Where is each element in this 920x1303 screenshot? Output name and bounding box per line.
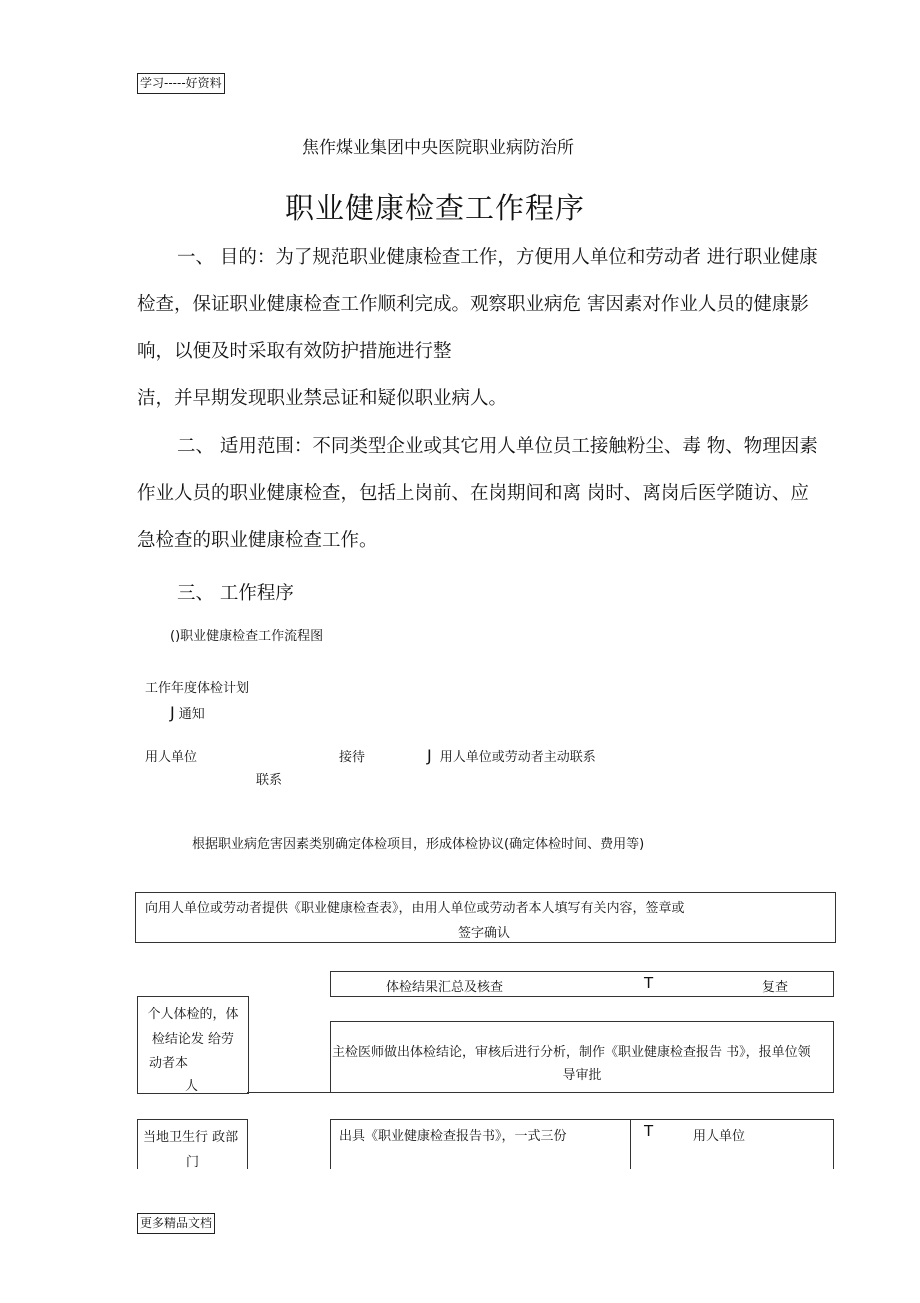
contact-text: 联系 xyxy=(256,773,283,788)
purpose-line-4: 洁，并早期发现职业禁忌证和疑似职业病人。 xyxy=(137,388,508,409)
health-dept-left-border xyxy=(137,1119,138,1169)
summary-box xyxy=(330,971,834,997)
individual-result-line-2: 检结论发 给劳 xyxy=(151,1032,235,1047)
chief-doctor-line-1: 主检医师做出体检结论，审核后进行分析，制作《职业健康检查报告 书》，报单位领 xyxy=(332,1045,811,1060)
scope-line-3: 急检查的职业健康检查工作。 xyxy=(137,530,378,551)
issue-report-right-border xyxy=(833,1119,834,1169)
issue-report-left-border xyxy=(330,1119,331,1169)
section-scope xyxy=(137,423,837,564)
header-tag: 学习-----好资料 xyxy=(137,73,225,94)
purpose-line-2: 检查，保证职业健康检查工作顺利完成。观察职业病危 害因素对作业人员的健康影 xyxy=(137,294,809,315)
issue-report-text: 出具《职业健康检查报告书》，一式三份 xyxy=(339,1129,567,1144)
arrow-down-icon: J xyxy=(427,746,432,765)
individual-result-box xyxy=(137,996,249,1094)
scope-line-1: 二、 适用范围：不同类型企业或其它用人单位员工接触粉尘、毒 物、物理因素 xyxy=(177,436,818,457)
annual-plan-text: 工作年度体检计划 xyxy=(145,681,250,696)
footer-tag: 更多精品文档 xyxy=(137,1213,215,1234)
summary-text: 体检结果汇总及核查 xyxy=(386,980,504,995)
employer-text: 用人单位 xyxy=(145,750,198,765)
chief-doctor-line-2: 导审批 xyxy=(562,1068,602,1083)
individual-result-line-4: 人 xyxy=(185,1079,199,1094)
purpose-line-1: 一、 目的：为了规范职业健康检查工作，方便用人单位和劳动者 进行职业健康 xyxy=(177,247,818,268)
connector-line xyxy=(247,1092,332,1093)
employer-unit-text: 用人单位 xyxy=(693,1129,746,1144)
initiative-contact xyxy=(427,746,596,765)
section-purpose xyxy=(137,234,837,422)
form-box-line-2: 签字确认 xyxy=(458,926,511,941)
health-dept-line-1: 当地卫生行 政部 xyxy=(143,1130,239,1145)
agreement-text: 根据职业病危害因素类别确定体检项目，形成体检协议(确定体检时间、费用等) xyxy=(192,837,645,852)
issue-report-top-border xyxy=(330,1119,833,1120)
recheck-text: 复查 xyxy=(762,980,789,995)
t-arrow-icon: T xyxy=(644,1122,654,1140)
section-procedure-heading: 三、 工作程序 xyxy=(177,583,294,604)
health-dept-line-2: 门 xyxy=(186,1155,200,1170)
page-subtitle: 焦作煤业集团中央医院职业病防治所 xyxy=(302,138,574,158)
arrow-down-icon: J xyxy=(170,703,175,722)
notify-arrow xyxy=(170,703,205,722)
purpose-line-3: 响，以便及时采取有效防护措施进行整 xyxy=(137,341,452,362)
health-dept-top-border xyxy=(137,1119,247,1120)
individual-result-line-3: 动者本 xyxy=(149,1056,189,1071)
health-dept-right-border xyxy=(247,1119,248,1169)
individual-result-line-1: 个人体检的，体 xyxy=(147,1007,239,1022)
t-arrow-icon: T xyxy=(644,974,654,992)
issue-report-divider xyxy=(630,1119,631,1169)
form-box-line-1: 向用人单位或劳动者提供《职业健康检查表》，由用人单位或劳动者本人填写有关内容，签章或 xyxy=(145,901,685,916)
initiative-contact-text: 用人单位或劳动者主动联系 xyxy=(439,750,596,765)
page-title: 职业健康检查工作程序 xyxy=(284,191,585,225)
scope-line-2: 作业人员的职业健康检查，包括上岗前、在岗期间和离 岗时、离岗后医学随访、应 xyxy=(137,483,809,504)
notify-text: 通知 xyxy=(178,707,205,722)
chief-doctor-box xyxy=(330,1021,834,1093)
flowchart-caption: ()职业健康检查工作流程图 xyxy=(170,629,324,644)
reception-text: 接待 xyxy=(339,750,366,765)
form-box xyxy=(135,892,836,943)
